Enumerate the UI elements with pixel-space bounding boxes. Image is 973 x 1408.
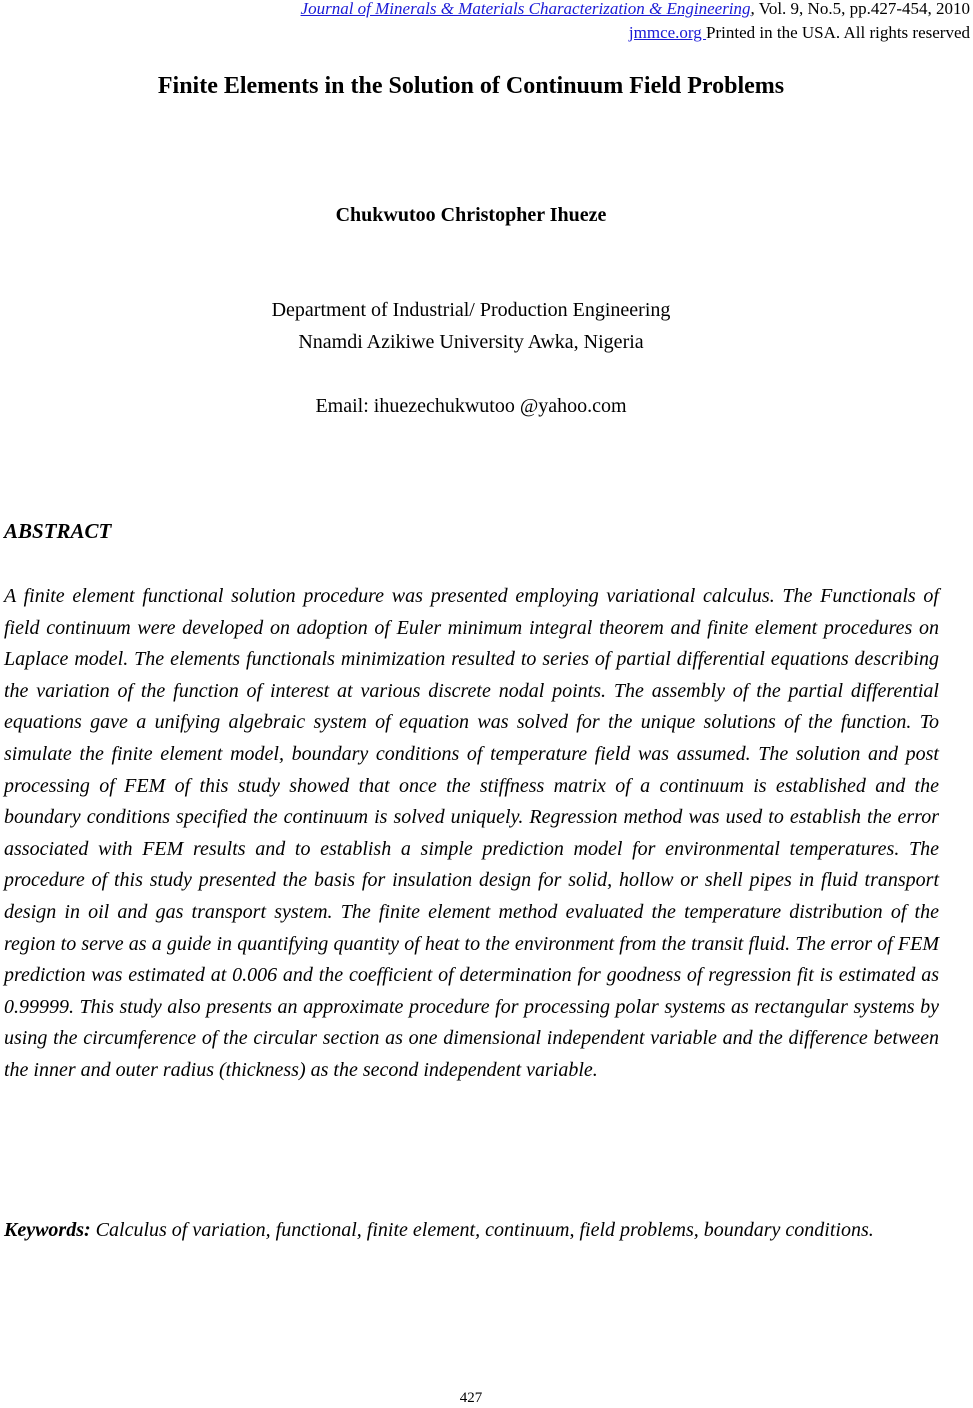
- paper-title: Finite Elements in the Solution of Continuum Field Problems: [157, 73, 785, 99]
- volume-info: , Vol. 9, No.5, pp.427-454, 2010: [750, 0, 970, 18]
- keywords: [4, 1215, 939, 1247]
- journal-header: [301, 0, 970, 21]
- university: Nnamdi Azikiwe University Awka, Nigeria: [298, 331, 644, 353]
- journal-link[interactable]: Journal of Minerals & Materials Characterization & Engineering: [300, 0, 751, 18]
- page-number: 427: [459, 1390, 483, 1406]
- site-header: [629, 21, 970, 45]
- keywords-label: Keywords:: [4, 1219, 91, 1241]
- abstract-heading: ABSTRACT: [4, 519, 112, 543]
- author-name: Chukwutoo Christopher Ihueze: [335, 204, 607, 226]
- rights-text: Printed in the USA. All rights reserved: [706, 23, 970, 42]
- email: Email: ihuezechukwutoo @yahoo.com: [315, 395, 627, 417]
- abstract-body: A finite element functional solution procedure was presented employing variational calculus. The Functionals of field continuum were developed on adoption of Euler minimum integral theorem and finite element procedures on Laplace model. The elements functionals minimization resulted to series of partial differential equations describing the variation of the function of interest at various discrete nodal points. The assembly of the partial differential equations gave a unifying algebraic system of equation was solved for the unique solutions of the function. To simulate the finite element model, boundary conditions of temperature field was assumed. The solution and post processing of FEM of this study showed that once the stiffness matrix of a continuum is established and the boundary conditions specified the continuum is solved uniquely. Regression method was used to establish the error associated with FEM results and to establish a simple prediction model for environmental temperatures. The procedure of this study presented the basis for insulation design for solid, hollow or shell pipes in fluid transport design in oil and gas transport system. The finite element method evaluated the temperature distribution of the region to serve as a guide in quantifying quantity of heat to the environment from the transit fluid. The error of FEM prediction was estimated at 0.006 and the coefficient of determination for goodness of regression fit is estimated as 0.99999. This study also presents an approximate procedure for processing polar systems as rectangular systems by using the circumference of the circular section as one dimensional independent variable and the difference between the inner and outer radius (thickness) as the second independent variable.: [4, 585, 939, 1081]
- department: Department of Industrial/ Production Engineering: [271, 299, 671, 321]
- keywords-text: Calculus of variation, functional, finite element, continuum, field problems, boundary conditions.: [90, 1219, 874, 1241]
- site-link[interactable]: jmmce.org: [628, 23, 707, 42]
